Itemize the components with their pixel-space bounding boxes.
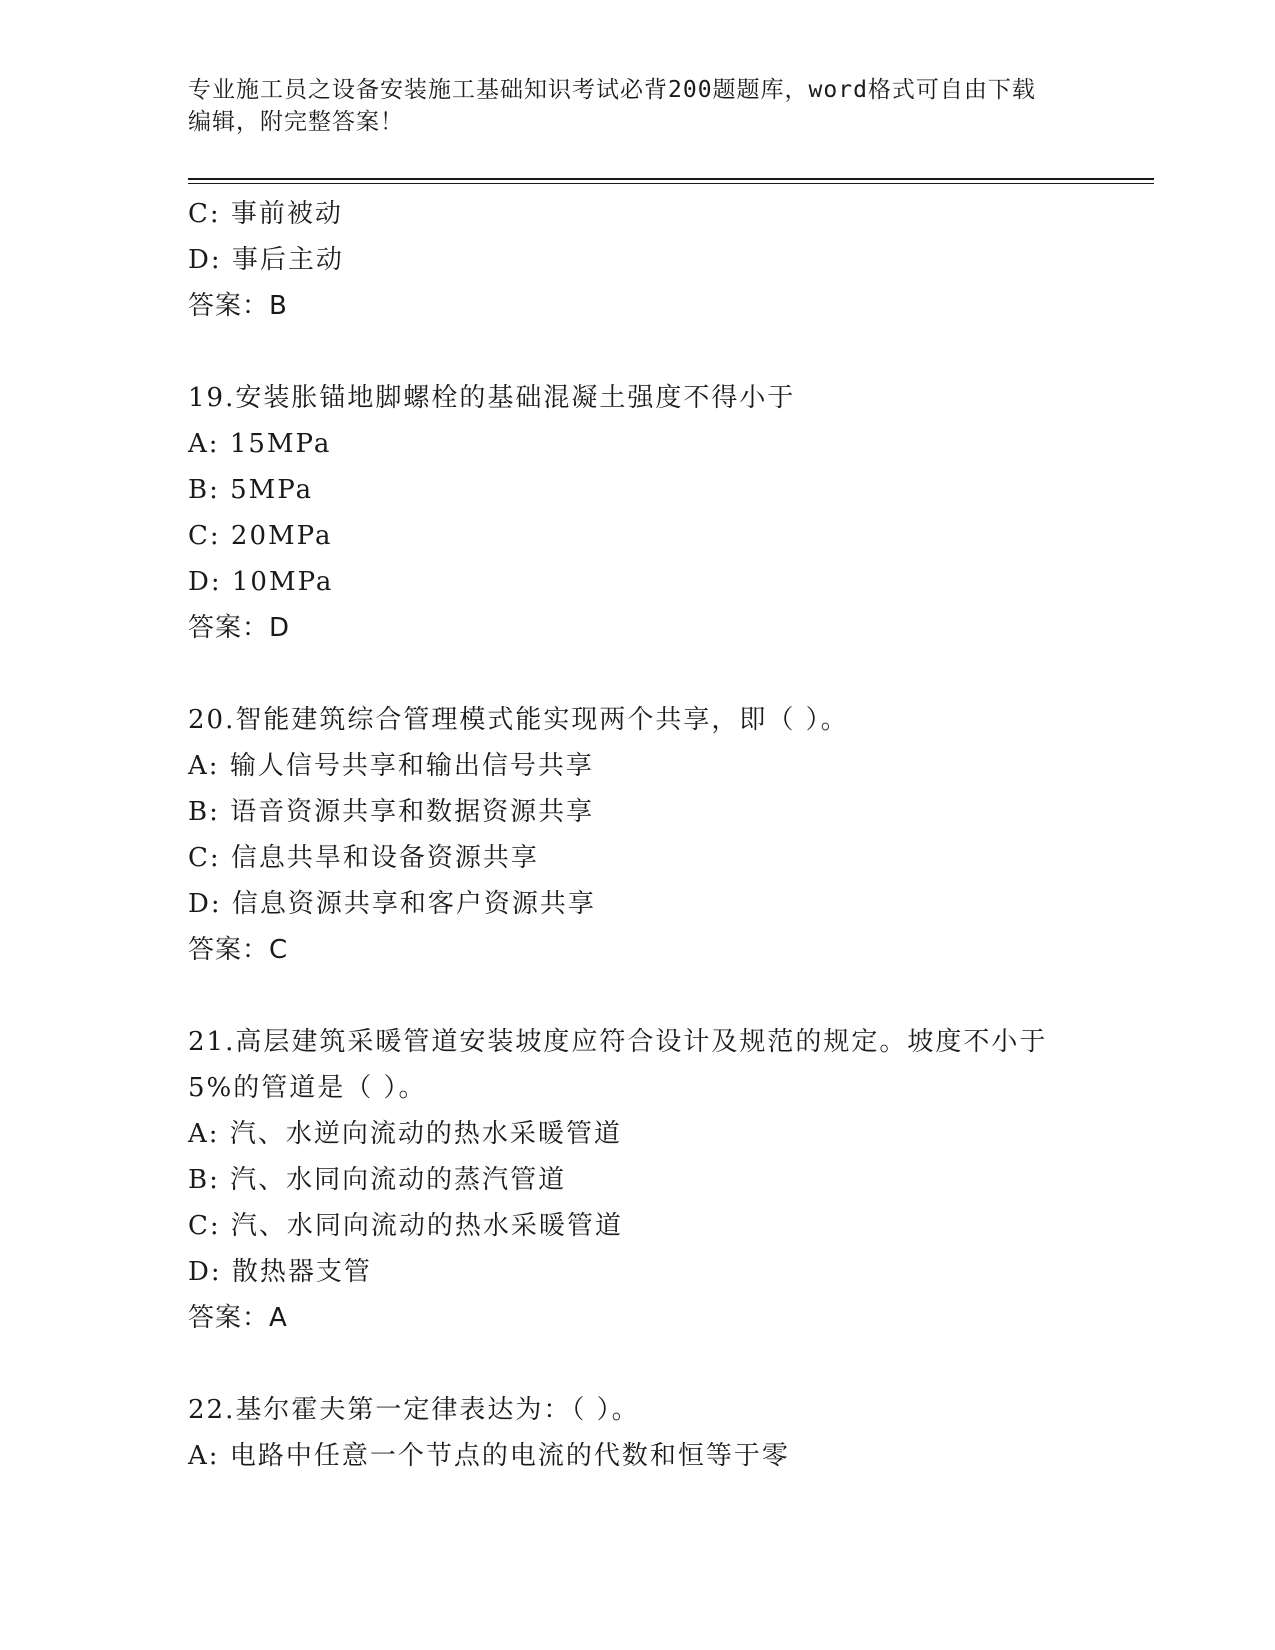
option-line xyxy=(188,881,1088,927)
option-label: B: xyxy=(188,1165,220,1195)
option-label: C: xyxy=(188,199,221,229)
spacer xyxy=(188,329,1088,375)
question-stem: 21.高层建筑采暖管道安装坡度应符合设计及规范的规定。坡度不小于 xyxy=(188,1027,1048,1057)
option-text: 事后主动 xyxy=(231,245,344,275)
answer-line: 答案：A xyxy=(188,1303,288,1333)
option-line xyxy=(188,1111,1088,1157)
option-line xyxy=(188,467,1088,513)
option-text: 语音资源共享和数据资源共享 xyxy=(230,797,595,827)
option-text: 输人信号共享和输出信号共享 xyxy=(229,751,594,781)
option-label: C: xyxy=(188,843,221,873)
option-text: 信息共旱和设备资源共享 xyxy=(230,843,539,873)
question-stem-continued: 5%的管道是（ ）。 xyxy=(188,1073,427,1103)
option-line xyxy=(188,237,1088,283)
option-label: A: xyxy=(188,1119,220,1149)
option-label: A: xyxy=(188,1441,220,1471)
header-title-line-1: 专业施工员之设备安装施工基础知识考试必背200题题库，word格式可自由下载 xyxy=(188,77,1036,103)
spacer xyxy=(188,651,1088,697)
option-text: 汽、水逆向流动的热水采暖管道 xyxy=(229,1119,622,1149)
option-line xyxy=(188,1203,1088,1249)
question-stem: 22.基尔霍夫第一定律表达为：（ ）。 xyxy=(188,1395,640,1425)
option-label: B: xyxy=(188,475,220,505)
document-header xyxy=(188,74,1088,138)
option-text: 5MPa xyxy=(230,475,314,505)
option-line xyxy=(188,789,1088,835)
option-line xyxy=(188,191,1088,237)
option-text: 散热器支管 xyxy=(231,1257,372,1287)
option-label: D: xyxy=(188,889,222,919)
option-label: A: xyxy=(188,751,220,781)
option-label: A: xyxy=(188,429,220,459)
question-stem: 20.智能建筑综合管理模式能实现两个共享，即（ ）。 xyxy=(188,705,849,735)
question-content xyxy=(188,191,1088,1479)
option-text: 10MPa xyxy=(231,567,334,597)
option-line xyxy=(188,743,1088,789)
option-label: C: xyxy=(188,521,221,551)
header-divider-thick xyxy=(188,178,1154,180)
option-text: 事前被动 xyxy=(230,199,343,229)
option-text: 信息资源共享和客户资源共享 xyxy=(231,889,596,919)
option-label: D: xyxy=(188,567,222,597)
header-title-line-2: 编辑，附完整答案！ xyxy=(188,109,404,135)
header-divider-thin xyxy=(188,183,1154,184)
option-line xyxy=(188,1433,1088,1479)
option-label: B: xyxy=(188,797,220,827)
option-text: 电路中任意一个节点的电流的代数和恒等于零 xyxy=(229,1441,790,1471)
answer-line: 答案：D xyxy=(188,613,291,643)
option-line xyxy=(188,513,1088,559)
answer-line: 答案：C xyxy=(188,935,289,965)
question-stem: 19.安装胀锚地脚螺栓的基础混凝土强度不得小于 xyxy=(188,383,796,413)
option-line xyxy=(188,835,1088,881)
option-label: D: xyxy=(188,1257,222,1287)
option-label: D: xyxy=(188,245,222,275)
answer-line: 答案：B xyxy=(188,291,288,321)
spacer xyxy=(188,1341,1088,1387)
option-label: C: xyxy=(188,1211,221,1241)
option-text: 汽、水同向流动的蒸汽管道 xyxy=(230,1165,567,1195)
option-line xyxy=(188,421,1088,467)
option-text: 15MPa xyxy=(229,429,332,459)
option-line xyxy=(188,1157,1088,1203)
spacer xyxy=(188,973,1088,1019)
option-text: 20MPa xyxy=(230,521,333,551)
option-text: 汽、水同向流动的热水采暖管道 xyxy=(230,1211,623,1241)
option-line xyxy=(188,559,1088,605)
option-line xyxy=(188,1249,1088,1295)
